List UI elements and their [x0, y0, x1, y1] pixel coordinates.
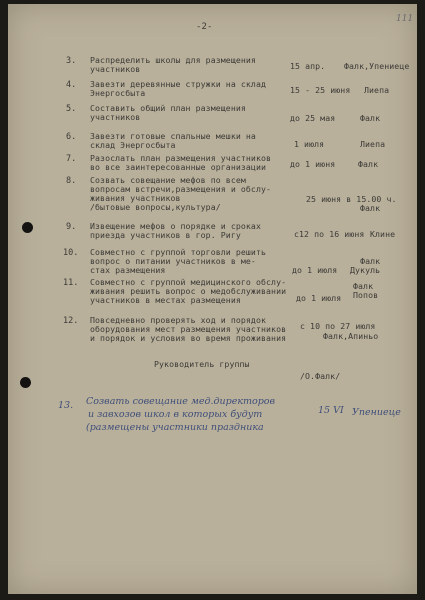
item-responsible: Лиепа [360, 139, 386, 149]
item-responsible: Фалк,Апиньо [323, 331, 379, 341]
handwritten-date: 15 VI [318, 405, 344, 416]
item-number: 8. [66, 176, 77, 186]
handwritten-line: (размещены участники праздника [86, 422, 264, 433]
handwritten-line: Созвать совещание мед.директоров [86, 396, 276, 407]
signature-name: /О.Фалк/ [300, 371, 341, 381]
item-date: 25 июня в 15.00 ч. [306, 194, 397, 204]
item-text: Завезти готовые спальные мешки на склад Энергосбыта [90, 131, 256, 150]
item-text: Извещение мефов о порядке и сроках приезда участников в гор. Ригу [90, 221, 261, 240]
item-date: до 1 июля [296, 293, 342, 303]
handwritten-number: 13. [58, 400, 74, 411]
item-date: с12 по 16 июня [294, 229, 365, 239]
item-number: 3. [66, 56, 77, 66]
item-responsible: Клине [370, 229, 396, 239]
item-text: Распределить школы для размещения участников [90, 55, 256, 74]
item-date: до 1 июля [292, 265, 338, 275]
page-number: -2- [196, 22, 213, 32]
binder-hole [22, 222, 33, 233]
handwritten-line: и завхозов школ в которых будут [88, 409, 263, 420]
item-number: 12. [63, 316, 79, 326]
item-responsible: Лиепа [364, 85, 390, 95]
item-text: Созвать совещание мефов по всем вопросам встречи,размещения и обслу- живания участников /бытовые вопросы,культура/ [90, 175, 272, 212]
item-number: 9. [66, 222, 77, 232]
item-responsible: Фалк [358, 159, 379, 169]
item-number: 6. [66, 132, 77, 142]
item-text: Совместно с группой медицинского обслу- живания решить вопрос о медобслуживании участников в местах размещения [90, 277, 287, 305]
item-text: Завезти деревянные стружки на склад Энергосбыта [90, 79, 267, 98]
item-date: до 25 мая [290, 113, 336, 123]
item-number: 11. [63, 278, 79, 288]
item-number: 10. [63, 248, 79, 258]
item-responsible: Фалк,Упениеце [344, 61, 410, 71]
item-date: 15 апр. [290, 61, 326, 71]
item-text: Совместно с группой торговли решить вопрос о питании участников в ме- стах размещения [90, 247, 267, 275]
binder-hole [20, 377, 31, 388]
item-number: 7. [66, 154, 77, 164]
item-responsible: Фалк [360, 203, 381, 213]
item-responsible: Фалк Дукуль [350, 256, 381, 275]
item-number: 4. [66, 80, 77, 90]
item-responsible: Фалк Попов [353, 281, 379, 300]
item-text: Повседневно проверять ход и порядок оборудования мест размещения участников и порядок и условия во время проживания [90, 315, 287, 343]
item-date: до 1 июня [290, 159, 336, 169]
archive-number: 111 [396, 14, 414, 24]
item-date: 15 - 25 июня [290, 85, 351, 95]
item-text: Составить общий план размещения участников [90, 103, 246, 122]
item-responsible: Фалк [360, 113, 381, 123]
item-date: с 10 по 27 июля [300, 321, 376, 331]
signature-title: Руководитель группы [154, 359, 250, 369]
document-page [8, 4, 417, 594]
item-text: Разослать план размещения участников во все заинтересованные организации [90, 153, 272, 172]
handwritten-responsible: Упениеце [352, 407, 401, 418]
item-date: 1 июля [294, 139, 325, 149]
item-number: 5. [66, 104, 77, 114]
